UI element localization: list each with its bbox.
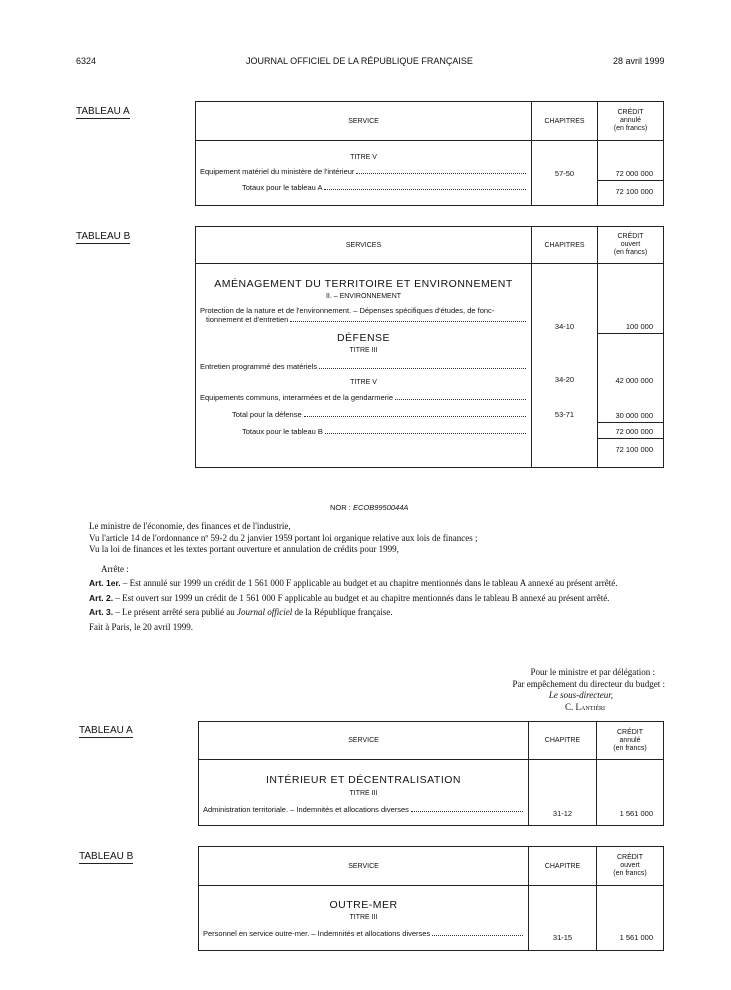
page-number: 6324 (76, 56, 97, 66)
publication-date: 28 avril 1999 (613, 56, 665, 66)
arrete-line: Arrête : (101, 563, 129, 574)
section-subtitle: TITRE III (349, 914, 378, 921)
section-subtitle: TITRE III (349, 790, 378, 797)
credit-table-b-2 (198, 846, 664, 951)
table-label: TABLEAU A (76, 106, 130, 117)
total-amount: 72 100 000 (615, 445, 653, 454)
section-title: INTÉRIEUR ET DÉCENTRALISATION (266, 774, 461, 786)
subtotal-row: Total pour la défense (196, 410, 531, 419)
preamble-line: Vu la loi de finances et les textes portant ouverture et annulation de crédits pour 1999, (89, 544, 399, 554)
total-amount: 72 100 000 (615, 187, 653, 196)
amount-column (598, 264, 664, 468)
section-title: DÉFENSE (336, 332, 391, 344)
amount-value: 1 561 000 (619, 809, 653, 818)
done-at-line: Fait à Paris, le 20 avril 1999. (89, 621, 193, 632)
chapter-value: 31-15 (552, 933, 573, 942)
table-label: TABLEAU B (76, 231, 131, 242)
amount-column (598, 141, 664, 206)
amount-value: 30 000 000 (598, 411, 663, 423)
nor-reference: NOR : ECOB9950044A (330, 503, 409, 512)
amount-value: 42 000 000 (615, 376, 653, 385)
table-row: Personnel en service outre-mer. – Indemnités et allocations diverses (199, 929, 528, 938)
chapter-value: 31-12 (552, 809, 573, 818)
header-chapitre: CHAPITRE (529, 722, 597, 760)
section-title: AMÉNAGEMENT DU TERRITOIRE ET ENVIRONNEMENT (214, 278, 513, 290)
amount-value: 100 000 (598, 322, 663, 334)
service-column (196, 141, 532, 206)
service-column (199, 886, 529, 951)
header-credit: CRÉDIT ouvert (en francs) (597, 847, 664, 886)
header-service: SERVICES (196, 227, 532, 264)
article-2: Art. 2. – Est ouvert sur 1999 un crédit de 1 561 000 F applicable au budget et au chapitre mentionnés dans le tableau B annexé au présent arrêté. (89, 592, 610, 603)
preamble-line: Le ministre de l'économie, des finances et de l'industrie, (89, 521, 291, 531)
service-column (199, 760, 529, 826)
journal-title: JOURNAL OFFICIEL DE LA RÉPUBLIQUE FRANÇAISE (246, 56, 473, 66)
header-credit: CRÉDIT annulé (en francs) (597, 722, 664, 760)
table-row: Entretien programmé des matériels (196, 362, 531, 371)
header-chapitres: CHAPITRES (532, 227, 598, 264)
total-row: Totaux pour le tableau A (196, 183, 531, 192)
credit-table-b-1 (195, 226, 664, 468)
chapter-value: 34-20 (554, 375, 575, 384)
chapter-column (532, 264, 598, 468)
section-subtitle: TITRE V (350, 379, 377, 386)
amount-value: 72 000 000 (598, 169, 663, 181)
header-service: SERVICE (196, 102, 532, 141)
credit-table-a-2 (198, 721, 664, 826)
table-row: Equipements communs, interarmées et de la gendarmerie (196, 393, 531, 402)
total-row: Totaux pour le tableau B (196, 427, 531, 436)
titre-heading: TITRE V (350, 154, 377, 161)
section-subtitle: TITRE III (349, 347, 378, 354)
service-column (196, 264, 532, 468)
chapter-value: 57-50 (554, 169, 575, 178)
header-chapitres: CHAPITRES (532, 102, 598, 141)
article-3: Art. 3. – Le présent arrêté sera publié au Journal officiel de la République française. (89, 607, 393, 617)
chapter-column (529, 886, 597, 951)
header-service: SERVICE (199, 722, 529, 760)
section-title: OUTRE-MER (329, 899, 398, 911)
signature-block: Pour le ministre et par délégation : Par empêchement du directeur du budget : Le sous-directeur, C. Lantiéri (512, 667, 665, 712)
header-service: SERVICE (199, 847, 529, 886)
decree-text (89, 521, 666, 633)
table-row: Equipement matériel du ministère de l'intérieur (196, 167, 531, 176)
chapter-column (529, 760, 597, 826)
chapter-value: 34-10 (554, 322, 575, 331)
header-credit: CRÉDIT annulé (en francs) (598, 102, 664, 141)
article-1: Art. 1er. – Est annulé sur 1999 un crédit de 1 561 000 F applicable au budget et au chapitre mentionnés dans le tableau A annexé au présent arrêté. (89, 578, 618, 588)
preamble-line: Vu l'article 14 de l'ordonnance nº 59-2 du 2 janvier 1959 portant loi organique relative aux lois de finances ; (89, 532, 478, 543)
table-label: TABLEAU B (79, 851, 134, 862)
table-row: Protection de la nature et de l'environnement. – Dépenses spécifiques d'études, de fonc- tionnement et d'entretien (196, 306, 531, 324)
amount-column (597, 886, 664, 951)
table-label: TABLEAU A (79, 725, 133, 736)
subtotal-amount: 72 000 000 (598, 427, 663, 439)
table-row: Administration territoriale. – Indemnités et allocations diverses (199, 805, 528, 814)
amount-column (597, 760, 664, 826)
chapter-column (532, 141, 598, 206)
credit-table-a-1 (195, 101, 664, 206)
header-chapitre: CHAPITRE (529, 847, 597, 886)
section-subtitle: II. – ENVIRONNEMENT (325, 293, 402, 300)
amount-value: 1 561 000 (619, 933, 653, 942)
header-credit: CRÉDIT ouvert (en francs) (598, 227, 664, 264)
chapter-value: 53-71 (554, 410, 575, 419)
